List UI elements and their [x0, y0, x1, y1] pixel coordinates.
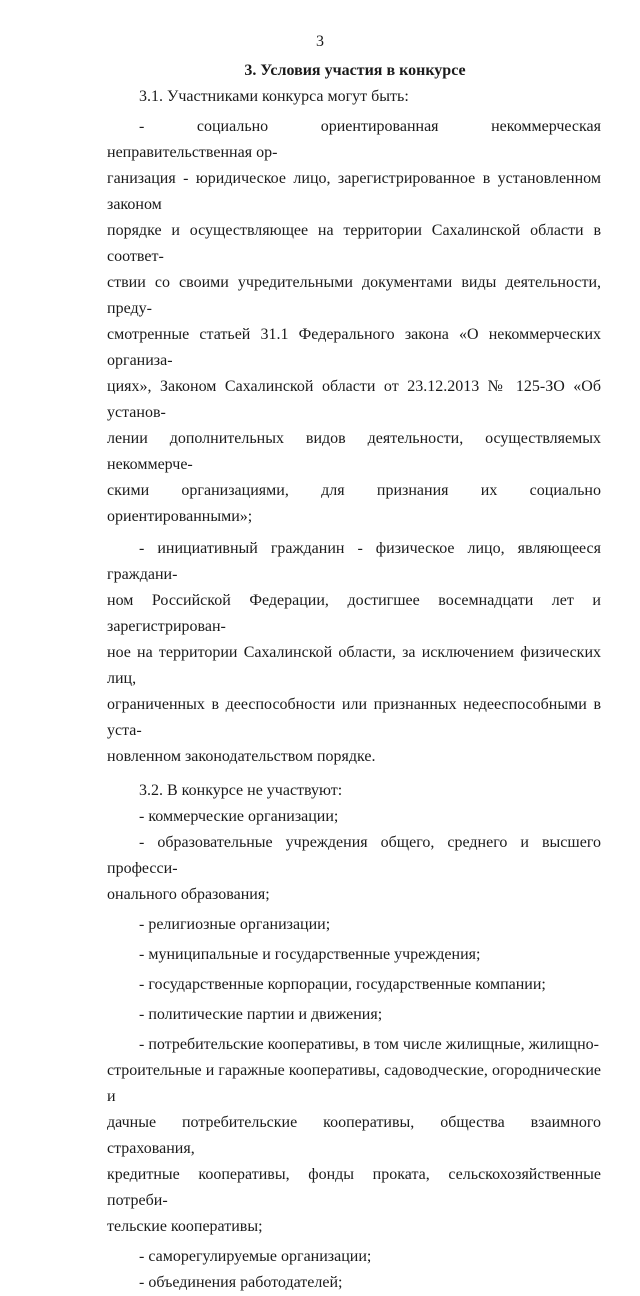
- document-body: [107, 84, 601, 1296]
- paragraph-3-1-intro: 3.1. Участниками конкурса могут быть:: [139, 88, 409, 105]
- list-item-cooperatives: - потребительские кооперативы, в том числе жилищные, жилищно- строительные и гаражные кооперативы, садоводческие, огороднические и дачные потребительские кооперативы, общества взаимного страхования, кредитные кооперативы, фонды проката, сельскохозяйственные потреби- тельские кооперативы;: [107, 1036, 601, 1235]
- list-item-educational: - образовательные учреждения общего, среднего и высшего професси- онального образования;: [107, 834, 601, 903]
- list-item-commercial: - коммерческие организации;: [139, 808, 339, 825]
- list-item-religious: - религиозные организации;: [139, 916, 331, 933]
- section-heading: 3. Условия участия в конкурсе: [244, 62, 466, 79]
- list-item-self-regulatory: - саморегулируемые организации;: [139, 1248, 372, 1265]
- list-item-political: - политические партии и движения;: [139, 1006, 383, 1023]
- paragraph-nonprofit-organization: - социально ориентированная некоммерческая неправительственная ор- ганизация - юридическое лицо, зарегистрированное в установленном законом порядке и осуществляющее на территории Сахалинской области в соответ- ствии со своими учредительными документами виды деятельности, преду- смотренные статьей 31.1 Федерального закона «О некоммерческих организа- циях», Законом Сахалинской области от 23.12.2013 № 125-ЗО «Об установ- лении дополнительных видов деятельности, осуществляемых некоммерче- скими организациями, для признания их социально ориентированными»;: [107, 118, 601, 525]
- list-item-employers: - объединения работодателей;: [139, 1274, 343, 1291]
- paragraph-3-2-intro: 3.2. В конкурсе не участвуют:: [139, 782, 343, 799]
- paragraph-initiative-citizen: - инициативный гражданин - физическое лицо, являющееся граждани- ном Российской Федерации, достигшее восемнадцати лет и зарегистрирован- ное на территории Сахалинской области, за исключением физических лиц, ограниченных в дееспособности или признанных недееспособными в уста- новленном законодательством порядке.: [107, 540, 601, 765]
- page-number: 3: [316, 33, 324, 50]
- list-item-municipal: - муниципальные и государственные учреждения;: [139, 946, 481, 963]
- list-item-state-corporations: - государственные корпорации, государственные компании;: [139, 976, 546, 993]
